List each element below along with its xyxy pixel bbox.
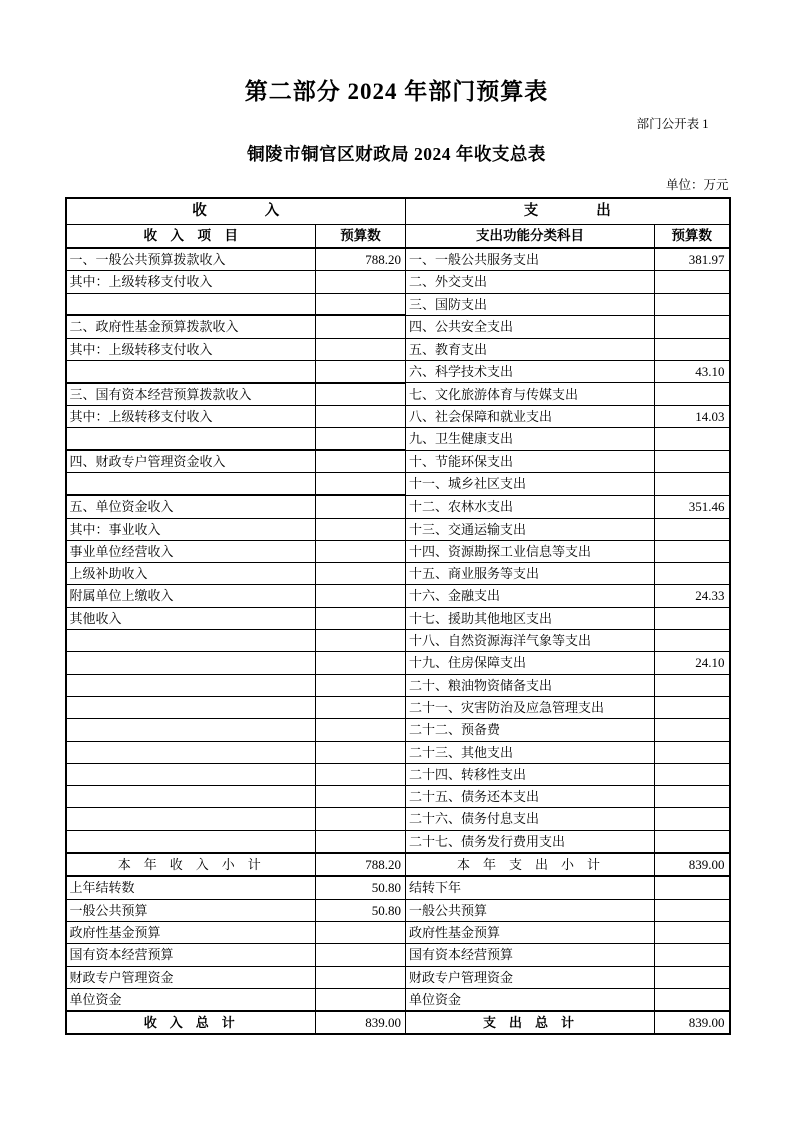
table-row (66, 674, 730, 696)
table-row (66, 876, 730, 899)
expense-item-cell: 三、国防支出 (406, 293, 655, 315)
income-budget-cell: 788.20 (316, 853, 406, 876)
expense-budget-cell (655, 383, 730, 406)
income-budget-cell (316, 540, 406, 562)
table-row (66, 585, 730, 607)
expense-item-cell: 十九、住房保障支出 (406, 652, 655, 674)
expense-item-cell: 结转下年 (406, 876, 655, 899)
expense-item-cell: 十六、金融支出 (406, 585, 655, 607)
table-row (66, 786, 730, 808)
expense-item-cell: 十七、援助其他地区支出 (406, 607, 655, 629)
income-budget-cell (316, 383, 406, 406)
expense-item-cell: 本 年 支 出 小 计 (406, 853, 655, 876)
income-item-cell: 一、一般公共预算拨款收入 (66, 248, 316, 271)
table-row (66, 428, 730, 450)
income-budget-cell (316, 944, 406, 966)
table-row (66, 360, 730, 382)
table-row (66, 271, 730, 293)
expense-budget-cell (655, 607, 730, 629)
expense-section-header: 支 出 (406, 198, 730, 225)
income-item-cell (66, 830, 316, 853)
expense-budget-cell (655, 696, 730, 718)
expense-item-cell: 支 出 总 计 (406, 1011, 655, 1034)
expense-item-cell: 财政专户管理资金 (406, 966, 655, 988)
expense-budget-cell (655, 944, 730, 966)
income-item-cell (66, 428, 316, 450)
expense-item-cell: 八、社会保障和就业支出 (406, 406, 655, 428)
table-row (66, 696, 730, 718)
expense-budget-cell (655, 808, 730, 830)
income-item-cell: 五、单位资金收入 (66, 495, 316, 518)
income-item-cell (66, 719, 316, 741)
income-budget-cell (316, 808, 406, 830)
income-budget-cell: 50.80 (316, 876, 406, 899)
income-budget-cell (316, 360, 406, 382)
income-item-cell: 二、政府性基金预算拨款收入 (66, 315, 316, 338)
expense-budget-cell (655, 674, 730, 696)
income-item-cell: 上年结转数 (66, 876, 316, 899)
expense-budget-cell: 351.46 (655, 495, 730, 518)
expense-item-cell: 二十三、其他支出 (406, 741, 655, 763)
expense-item-cell: 二十一、灾害防治及应急管理支出 (406, 696, 655, 718)
expense-item-cell: 二十四、转移性支出 (406, 763, 655, 785)
expense-budget-cell (655, 921, 730, 943)
expense-item-cell: 二十七、债务发行费用支出 (406, 830, 655, 853)
expense-item-cell: 十四、资源勘探工业信息等支出 (406, 540, 655, 562)
table-row (66, 293, 730, 315)
table-row (66, 563, 730, 585)
income-budget-cell (316, 315, 406, 338)
expense-item-column-header: 支出功能分类科目 (406, 225, 655, 249)
expense-item-cell: 五、教育支出 (406, 338, 655, 360)
income-item-cell: 其中：上级转移支付收入 (66, 271, 316, 293)
expense-budget-cell (655, 876, 730, 899)
income-budget-cell (316, 406, 406, 428)
income-item-cell: 其中：上级转移支付收入 (66, 406, 316, 428)
income-budget-cell (316, 674, 406, 696)
income-section-header: 收 入 (66, 198, 406, 225)
expense-budget-cell (655, 786, 730, 808)
income-item-cell: 其中：事业收入 (66, 518, 316, 540)
income-item-cell: 其中：上级转移支付收入 (66, 338, 316, 360)
income-budget-cell (316, 786, 406, 808)
doc-title: 第二部分 2024 年部门预算表 (244, 79, 549, 104)
income-item-cell (66, 652, 316, 674)
income-item-cell (66, 360, 316, 382)
income-item-cell: 财政专户管理资金 (66, 966, 316, 988)
income-item-cell (66, 741, 316, 763)
doc-subtitle: 铜陵市铜官区财政局 2024 年收支总表 (247, 144, 546, 164)
income-item-cell (66, 763, 316, 785)
expense-budget-cell: 14.03 (655, 406, 730, 428)
income-item-column-header: 收 入 项 目 (66, 225, 316, 249)
expense-budget-cell (655, 540, 730, 562)
table-row (66, 944, 730, 966)
table-body (66, 248, 730, 1034)
table-row (66, 383, 730, 406)
expense-budget-cell: 381.97 (655, 248, 730, 271)
table-row (66, 315, 730, 338)
table-row (66, 652, 730, 674)
expense-budget-cell (655, 966, 730, 988)
expense-budget-cell: 839.00 (655, 1011, 730, 1034)
income-item-cell (66, 630, 316, 652)
income-budget-cell (316, 563, 406, 585)
table-row (66, 518, 730, 540)
income-item-cell: 本 年 收 入 小 计 (66, 853, 316, 876)
expense-budget-cell (655, 630, 730, 652)
table-column-header-row (66, 225, 730, 249)
table-row (66, 248, 730, 271)
table-row (66, 607, 730, 629)
expense-budget-cell (655, 428, 730, 450)
income-item-cell: 上级补助收入 (66, 563, 316, 585)
expense-budget-cell (655, 563, 730, 585)
income-item-cell: 国有资本经营预算 (66, 944, 316, 966)
income-budget-cell (316, 473, 406, 495)
table-row (66, 921, 730, 943)
expense-item-cell: 九、卫生健康支出 (406, 428, 655, 450)
table-row (66, 406, 730, 428)
table-row (66, 719, 730, 741)
table-row (66, 988, 730, 1011)
income-item-cell (66, 696, 316, 718)
expense-item-cell: 六、科学技术支出 (406, 360, 655, 382)
expense-item-cell: 一般公共预算 (406, 899, 655, 921)
expense-item-cell: 十五、商业服务等支出 (406, 563, 655, 585)
table-row (66, 763, 730, 785)
expense-item-cell: 四、公共安全支出 (406, 315, 655, 338)
expense-item-cell: 二十、粮油物资储备支出 (406, 674, 655, 696)
income-budget-cell (316, 921, 406, 943)
expense-item-cell: 二十五、债务还本支出 (406, 786, 655, 808)
expense-budget-cell: 839.00 (655, 853, 730, 876)
income-item-cell (66, 293, 316, 315)
expense-item-cell: 国有资本经营预算 (406, 944, 655, 966)
income-item-cell: 事业单位经营收入 (66, 540, 316, 562)
expense-budget-cell (655, 830, 730, 853)
expense-budget-cell (655, 988, 730, 1011)
income-budget-cell (316, 293, 406, 315)
income-item-cell: 单位资金 (66, 988, 316, 1011)
income-budget-cell (316, 271, 406, 293)
income-item-cell (66, 808, 316, 830)
expense-budget-cell (655, 338, 730, 360)
expense-budget-cell: 24.33 (655, 585, 730, 607)
content-area (65, 116, 729, 1035)
income-budget-cell: 50.80 (316, 899, 406, 921)
table-row (66, 966, 730, 988)
expense-budget-cell (655, 719, 730, 741)
expense-budget-cell (655, 315, 730, 338)
expense-budget-cell (655, 763, 730, 785)
table-group-header-row (66, 198, 730, 225)
table-row (66, 899, 730, 921)
unit-note: 单位：万元 (665, 178, 729, 192)
expense-item-cell: 二、外交支出 (406, 271, 655, 293)
table-row (66, 473, 730, 495)
expense-item-cell: 二十六、债务付息支出 (406, 808, 655, 830)
table-row (66, 630, 730, 652)
income-budget-cell: 839.00 (316, 1011, 406, 1034)
expense-budget-cell (655, 271, 730, 293)
expense-budget-cell: 24.10 (655, 652, 730, 674)
expense-item-cell: 十、节能环保支出 (406, 450, 655, 473)
table-row (66, 808, 730, 830)
income-item-cell (66, 473, 316, 495)
expense-budget-cell (655, 450, 730, 473)
income-item-cell: 政府性基金预算 (66, 921, 316, 943)
income-item-cell: 附属单位上缴收入 (66, 585, 316, 607)
income-budget-cell (316, 338, 406, 360)
income-budget-cell: 788.20 (316, 248, 406, 271)
expense-item-cell: 二十二、预备费 (406, 719, 655, 741)
expense-item-cell: 十三、交通运输支出 (406, 518, 655, 540)
expense-budget-cell (655, 741, 730, 763)
income-item-cell: 三、国有资本经营预算拨款收入 (66, 383, 316, 406)
expense-budget-cell (655, 899, 730, 921)
expense-budget-column-header: 预算数 (655, 225, 730, 249)
income-budget-cell (316, 518, 406, 540)
income-budget-cell (316, 607, 406, 629)
table-row (66, 540, 730, 562)
income-item-cell: 收 入 总 计 (66, 1011, 316, 1034)
table-number-note: 部门公开表 1 (636, 117, 709, 131)
expense-budget-cell (655, 518, 730, 540)
expense-item-cell: 十一、城乡社区支出 (406, 473, 655, 495)
expense-budget-cell (655, 293, 730, 315)
income-budget-cell (316, 719, 406, 741)
income-budget-column-header: 预算数 (316, 225, 406, 249)
expense-item-cell: 七、文化旅游体育与传媒支出 (406, 383, 655, 406)
income-budget-cell (316, 428, 406, 450)
table-row (66, 495, 730, 518)
income-budget-cell (316, 630, 406, 652)
expense-item-cell: 政府性基金预算 (406, 921, 655, 943)
table-row (66, 1011, 730, 1034)
expense-item-cell: 十二、农林水支出 (406, 495, 655, 518)
expense-item-cell: 单位资金 (406, 988, 655, 1011)
income-budget-cell (316, 696, 406, 718)
income-item-cell (66, 786, 316, 808)
income-item-cell (66, 674, 316, 696)
income-budget-cell (316, 652, 406, 674)
income-budget-cell (316, 763, 406, 785)
expense-budget-cell (655, 473, 730, 495)
table-row (66, 853, 730, 876)
table-row (66, 450, 730, 473)
table-row (66, 830, 730, 853)
income-budget-cell (316, 450, 406, 473)
income-budget-cell (316, 495, 406, 518)
expense-item-cell: 十八、自然资源海洋气象等支出 (406, 630, 655, 652)
budget-table (65, 197, 731, 1035)
income-item-cell: 四、财政专户管理资金收入 (66, 450, 316, 473)
table-row (66, 338, 730, 360)
income-budget-cell (316, 741, 406, 763)
income-item-cell: 其他收入 (66, 607, 316, 629)
table-row (66, 741, 730, 763)
income-item-cell: 一般公共预算 (66, 899, 316, 921)
expense-budget-cell: 43.10 (655, 360, 730, 382)
expense-item-cell: 一、一般公共服务支出 (406, 248, 655, 271)
income-budget-cell (316, 830, 406, 853)
income-budget-cell (316, 988, 406, 1011)
income-budget-cell (316, 585, 406, 607)
income-budget-cell (316, 966, 406, 988)
